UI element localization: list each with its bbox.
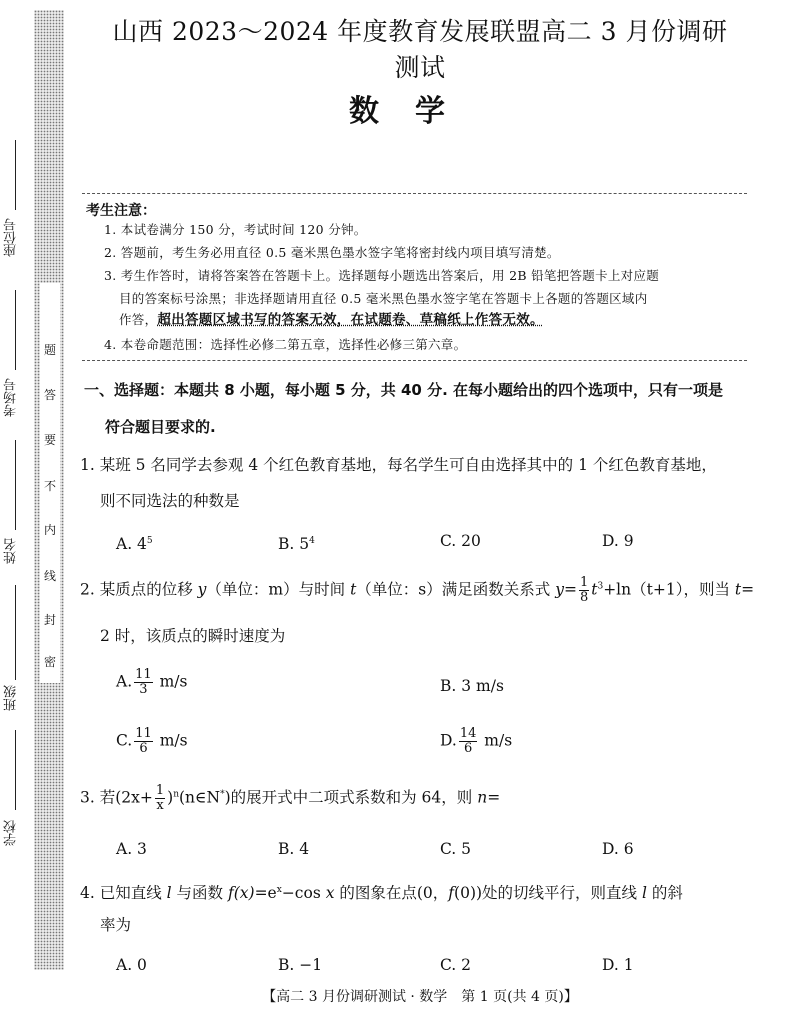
q4-option-a[interactable]: A. 0 [116, 956, 147, 974]
fraction: $\frac{1}{8}$ [579, 575, 589, 605]
question-1-line1: 1. 某班 5 名同学去参观 4 个红色教育基地，每名学生可自由选择其中的 1 个红色教育基地， [80, 456, 717, 474]
question-4-line2: 率为 [100, 916, 132, 934]
seat-number-line[interactable] [15, 140, 16, 210]
q4-option-c[interactable]: C. 2 [440, 956, 472, 974]
exam-title: 山西 2023～2024 年度教育发展联盟高二 3 月份调研测试 [112, 17, 728, 82]
class-line[interactable] [15, 585, 16, 680]
section-heading [84, 372, 752, 446]
question-4-line1: 4. 已知直线 l 与函数 $f(x)=e^x-\cos$ x 的图象在点(0，f(0))处的切线平行，则直线 l 的斜 [80, 884, 683, 903]
notice-top-rule [82, 193, 747, 194]
section-heading-line2: 符合题目要求的. [105, 418, 216, 436]
seal-char: 不 [43, 479, 56, 493]
q2-option-a[interactable]: A. $\frac{11}{3}$ m/s [116, 667, 188, 697]
q1-option-a[interactable]: A. $4^5$ [116, 535, 153, 554]
school-line[interactable] [15, 730, 16, 810]
seal-char: 答 [43, 388, 56, 402]
q1-option-c[interactable]: C. 20 [440, 532, 481, 550]
q2-option-d[interactable]: D. $\frac{14}{6}$ m/s [440, 726, 513, 756]
seal-char: 封 [43, 613, 56, 627]
exam-room-line[interactable] [15, 290, 16, 370]
notice-item: 1. 本试卷满分 150 分，考试时间 120 分钟。 [104, 222, 367, 237]
q4-option-d[interactable]: D. 1 [602, 956, 634, 974]
subject-title: 数学 [349, 94, 481, 129]
question-1-line2: 则不同选法的种数是 [100, 492, 240, 510]
notice-bottom-rule [82, 360, 747, 361]
question-3-line1: 3. 若(2x+ $\frac{1}{x}$ )$^n$(n∈N*)的展开式中二项式系数和为 64，则 n= [80, 783, 501, 813]
name-line[interactable] [15, 440, 16, 530]
question-2-line1: 2. 某质点的位移 y（单位：m）与时间 t（单位：s）满足函数关系式 y= $\frac{1}{8}$ $t^3+\ln(t+1)$，则当 t= [80, 575, 755, 605]
seal-char: 要 [43, 433, 56, 447]
section-heading-line1: 一、选择题：本题共 8 小题，每小题 5 分，共 40 分. 在每小题给出的四个选项中，只有一项是 [84, 381, 724, 399]
school-label: 学校 [4, 820, 19, 846]
q3-option-c[interactable]: C. 5 [440, 840, 472, 858]
q3-option-d[interactable]: D. 6 [602, 840, 634, 858]
q1-option-d[interactable]: D. 9 [602, 532, 634, 550]
seal-char: 内 [43, 523, 56, 537]
notice-item: 3. 考生作答时，请将答案答在答题卡上。选择题每小题选出答案后，用 2B 铅笔把答题卡上对应题 [104, 268, 660, 283]
seal-char: 线 [43, 569, 56, 583]
q3-option-b[interactable]: B. 4 [278, 840, 310, 858]
q2-option-b[interactable]: B. 3 m/s [440, 677, 504, 695]
notice-item: 2. 答题前，考生务必用直径 0.5 毫米黑色墨水签字笔将密封线内项目填写清楚。 [104, 245, 560, 260]
q2-option-c[interactable]: C. $\frac{11}{6}$ m/s [116, 726, 188, 756]
notice-item: 4. 本卷命题范围：选择性必修二第五章，选择性必修三第六章。 [104, 337, 467, 352]
notice-heading: 考生注意： [86, 203, 156, 219]
notice-text: 作答， [119, 312, 158, 327]
notice-item: 目的答案标号涂黑；非选择题请用直径 0.5 毫米黑色墨水签字笔在答题卡上各题的答题区域内 [119, 291, 648, 306]
notice-emphasis: 超出答题区域书写的答案无效，在试题卷、草稿纸上作答无效。 [157, 312, 544, 328]
question-2-line2: 2 时，该质点的瞬时速度为 [100, 627, 286, 645]
seat-number-label: 座位号 [4, 218, 19, 257]
exam-room-label: 考场号 [4, 378, 19, 417]
notice-item-line [119, 309, 544, 331]
page-footer: 【高二 3 月份调研测试 · 数学 第 1 页(共 4 页)】 [262, 989, 578, 1005]
seal-char: 密 [43, 655, 56, 669]
class-label: 班级 [4, 685, 19, 711]
name-label: 姓名 [4, 538, 19, 564]
q3-option-a[interactable]: A. 3 [116, 840, 147, 858]
q1-option-b[interactable]: B. $5^4$ [278, 535, 315, 554]
seal-char: 题 [43, 343, 56, 357]
seal-line-area [40, 283, 60, 683]
q4-option-b[interactable]: B. −1 [278, 956, 323, 974]
